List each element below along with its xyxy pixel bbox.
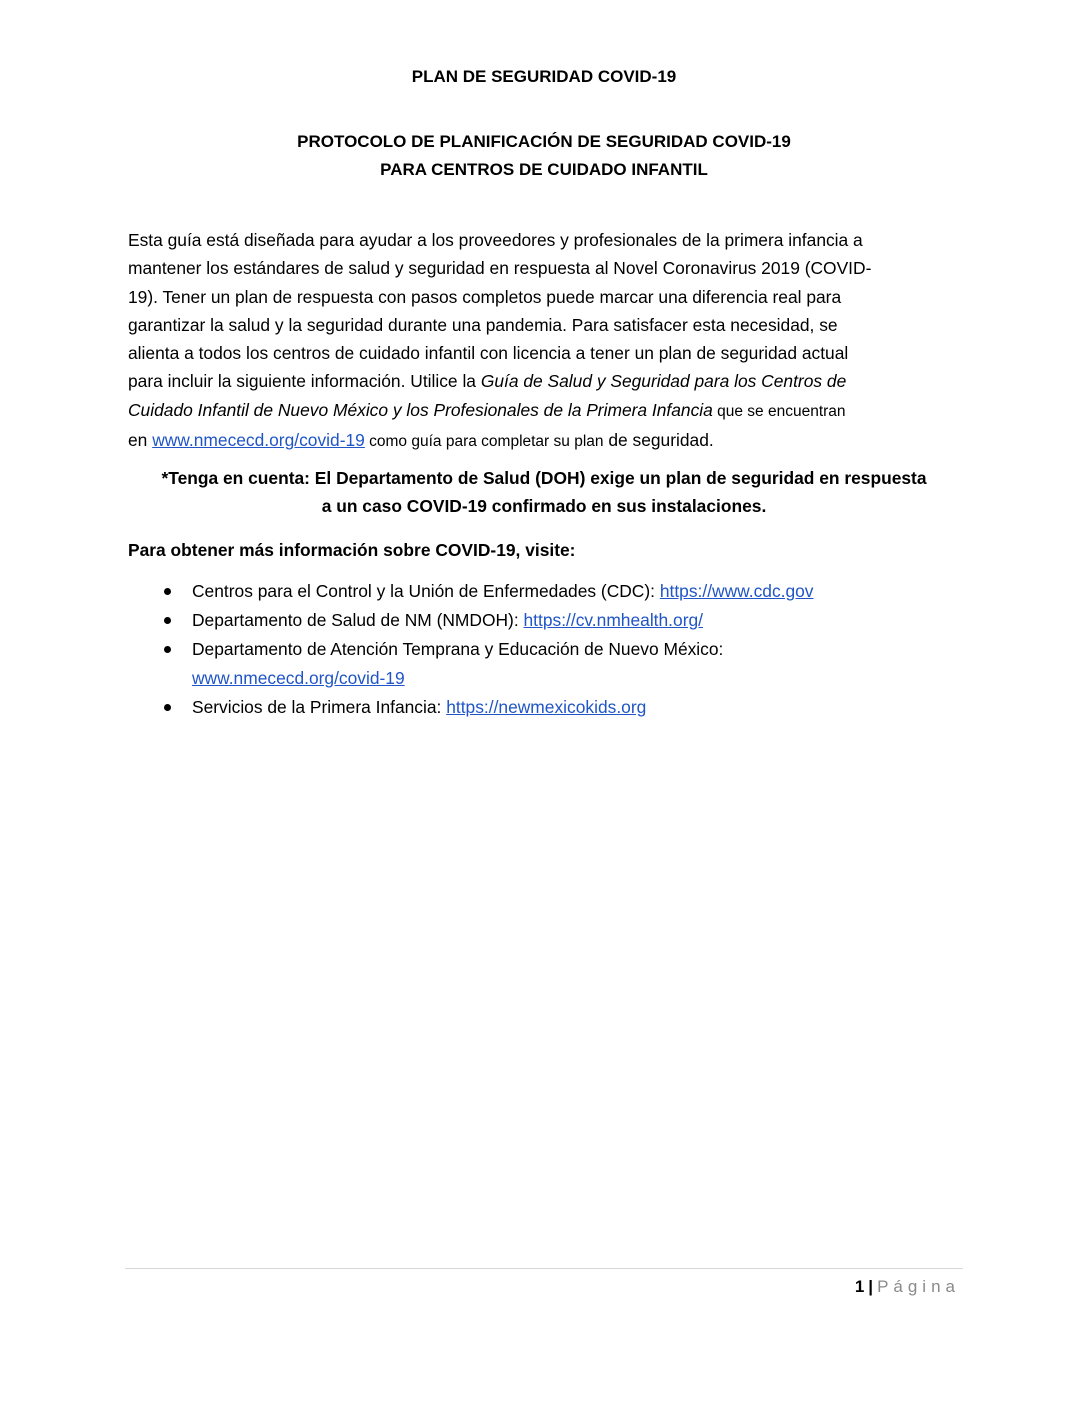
document-subtitle-line2: PARA CENTROS DE CUIDADO INFANTIL: [380, 160, 708, 179]
intro-line: alienta a todos los centros de cuidado infantil con licencia a tener un plan de seguridad actual: [128, 343, 849, 364]
bullet-icon: [164, 646, 171, 653]
intro-paragraph: [128, 226, 960, 456]
intro-text: como guía para completar su plan: [364, 433, 604, 451]
intro-line: [128, 396, 960, 426]
resource-list: [160, 577, 960, 722]
note-line: a un caso COVID-19 confirmado en sus instalaciones.: [321, 496, 767, 517]
list-item: [160, 693, 960, 722]
cdc-link[interactable]: https://www.cdc.gov: [659, 581, 814, 601]
note-line: *Tenga en cuenta: El Departamento de Salud (DOH) exige un plan de seguridad en respuesta: [161, 468, 927, 488]
document-title: PLAN DE SEGURIDAD COVID-19: [411, 67, 677, 86]
intro-line: [128, 367, 960, 395]
intro-line: [128, 426, 960, 456]
resource-label: Servicios de la Primera Infancia:: [192, 697, 447, 717]
intro-line: 19). Tener un plan de respuesta con pasos completos puede marcar una diferencia real para: [128, 286, 842, 307]
ececd-link[interactable]: www.nmececd.org/covid-19: [192, 668, 405, 688]
intro-line: garantizar la salud y la seguridad durante una pandemia. Para satisfacer esta necesidad, se: [128, 314, 838, 335]
intro-line: mantener los estándares de salud y seguridad en respuesta al Novel Coronavirus 2019 (COVID-: [128, 258, 872, 279]
intro-text: de seguridad.: [603, 430, 714, 451]
guide-title-italic: Guía de Salud y Seguridad para los Centros de: [480, 371, 847, 392]
doh-note: [128, 464, 960, 521]
list-item: [160, 577, 960, 606]
intro-text: que se encuentran: [712, 402, 846, 420]
bullet-icon: [164, 588, 171, 595]
page-word: Página: [877, 1277, 960, 1296]
bullet-icon: [164, 704, 171, 711]
more-info-heading: Para obtener más información sobre COVID-19, visite:: [128, 540, 576, 560]
nmdoh-link[interactable]: https://cv.nmhealth.org/: [523, 610, 703, 630]
list-item: [160, 606, 960, 635]
document-subtitle-line1: PROTOCOLO DE PLANIFICACIÓN DE SEGURIDAD COVID-19: [297, 132, 791, 151]
nmececd-link[interactable]: www.nmececd.org/covid-19: [152, 430, 365, 451]
guide-title-italic: Cuidado Infantil de Nuevo México y los Profesionales de la Primera Infancia: [128, 399, 713, 420]
list-item: [160, 635, 960, 693]
resource-label: Departamento de Salud de NM (NMDOH):: [192, 610, 524, 630]
newmexicokids-link[interactable]: https://newmexicokids.org: [446, 697, 647, 717]
intro-text: para incluir la siguiente información. Utilice la: [128, 371, 481, 392]
page-number: 1: [854, 1277, 865, 1296]
resource-label: Centros para el Control y la Unión de Enfermedades (CDC):: [192, 581, 660, 601]
bullet-icon: [164, 617, 171, 624]
intro-text: en: [128, 430, 153, 451]
resource-label: Departamento de Atención Temprana y Educación de Nuevo México:: [192, 639, 724, 659]
footer-divider: [125, 1268, 963, 1269]
page-footer: [855, 1274, 960, 1300]
intro-line: Esta guía está diseñada para ayudar a los proveedores y profesionales de la primera infancia a: [128, 230, 863, 250]
footer-separator: |: [868, 1277, 874, 1296]
